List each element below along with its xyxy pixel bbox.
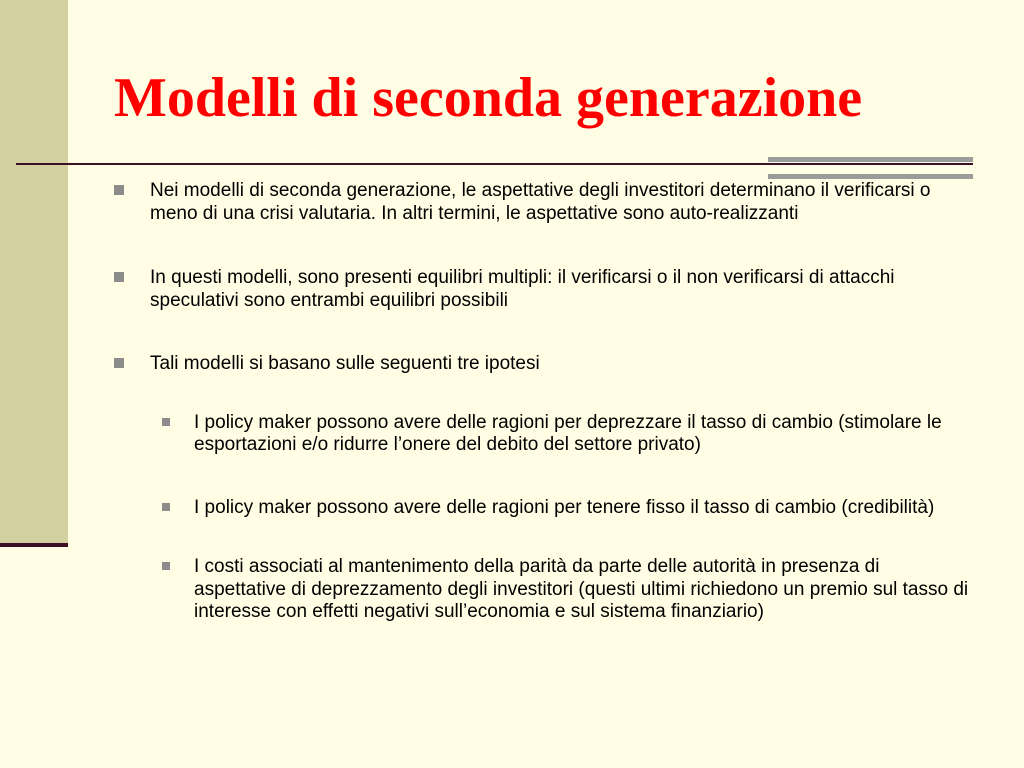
bullet-text: In questi modelli, sono presenti equilibri multipli: il verificarsi o il non verificarsi di attacchi speculativi sono entrambi equilibri possibili [150,267,895,311]
slide-title: Modelli di seconda generazione [114,67,863,129]
bullet-item [114,180,974,225]
slide-content [114,180,974,624]
sub-bullet-item [162,497,974,520]
divider-accent-top [768,157,973,162]
bullet-item [114,267,974,312]
sub-bullet-text: I policy maker possono avere delle ragioni per tenere fisso il tasso di cambio (credibilità) [194,496,935,518]
square-bullet-icon [162,418,170,426]
side-decoration-bar [0,0,68,545]
sub-bullet-item [162,556,974,624]
title-divider [16,163,973,165]
divider-accent-bottom [768,174,973,179]
square-bullet-icon [162,562,170,570]
square-bullet-icon [114,185,124,195]
bullet-text: Nei modelli di seconda generazione, le aspettative degli investitori determinano il verificarsi o meno di una crisi valutaria. In altri termini, le aspettative sono auto-realizzanti [150,180,931,224]
sub-bullet-text: I policy maker possono avere delle ragioni per deprezzare il tasso di cambio (stimolare le esportazioni e/o ridurre l’onere del debito del settore privato) [194,411,942,455]
square-bullet-icon [162,503,170,511]
square-bullet-icon [114,358,124,368]
sub-bullet-text: I costi associati al mantenimento della parità da parte delle autorità in presenza di aspettative di deprezzamento degli investitori (questi ultimi richiedono un premio sul tasso di interesse con effetti negativi sull’economia e sul sistema finanziario) [194,556,969,622]
side-decoration-line [0,543,68,547]
sub-bullet-item [162,412,974,457]
square-bullet-icon [114,272,124,282]
bullet-text: Tali modelli si basano sulle seguenti tre ipotesi [150,353,540,374]
bullet-item [114,353,974,376]
